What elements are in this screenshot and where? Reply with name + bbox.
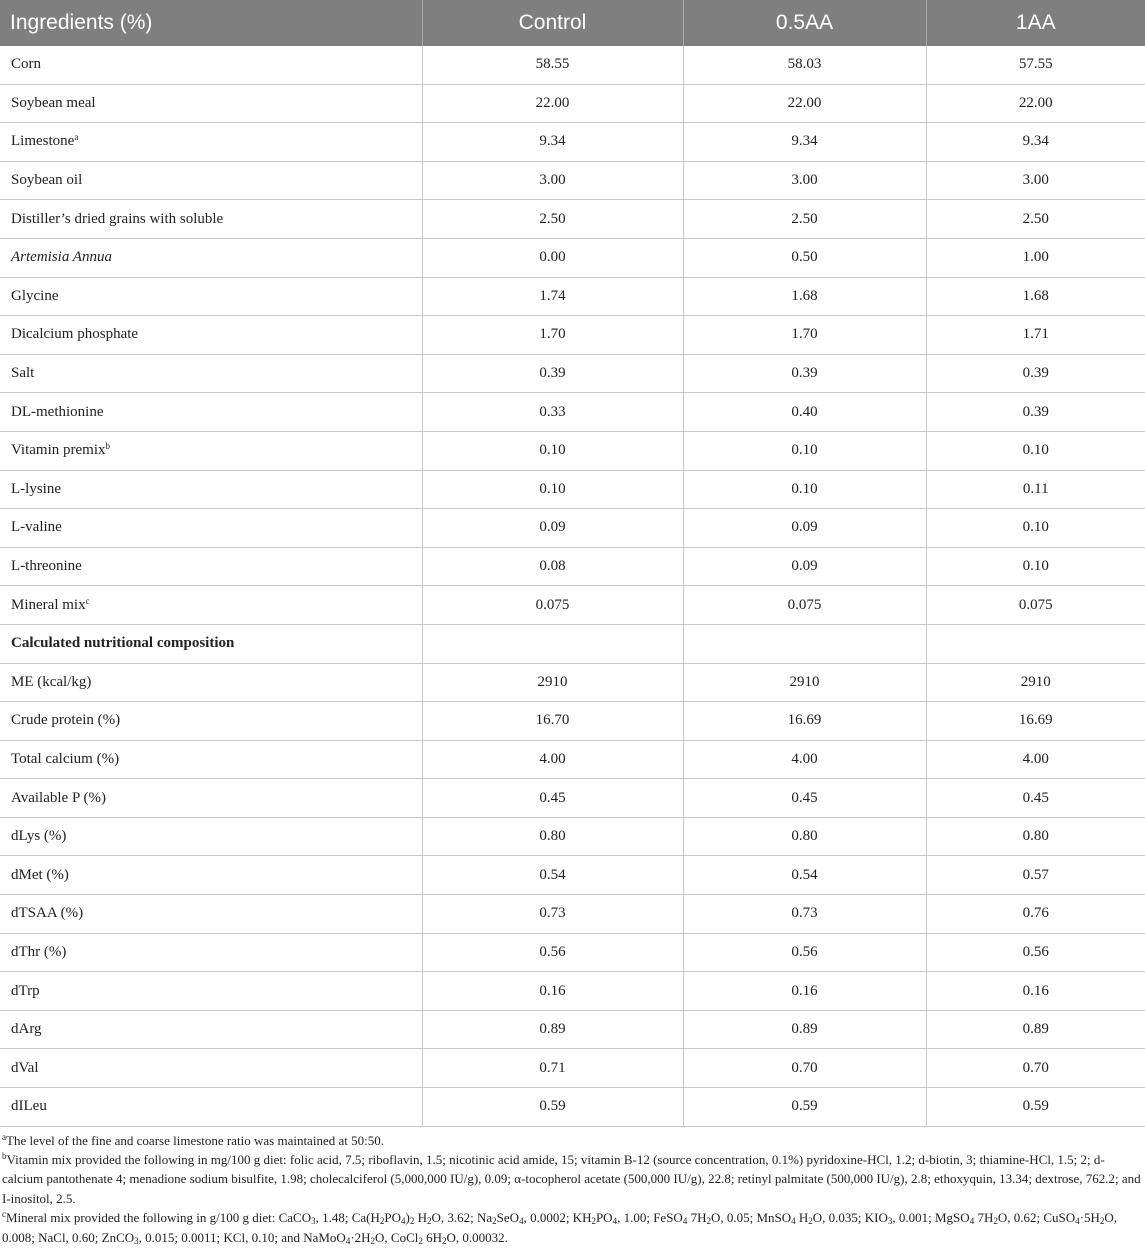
subscript: 2 bbox=[427, 1216, 432, 1227]
row-label-cell bbox=[0, 933, 422, 972]
subscript: 2 bbox=[591, 1216, 596, 1227]
value-cell-control: 0.73 bbox=[422, 895, 683, 934]
value-cell-control: 58.55 bbox=[422, 46, 683, 84]
row-label-cell bbox=[0, 1049, 422, 1088]
table-row bbox=[0, 470, 1145, 509]
footnote-text: , 0.001; MgSO bbox=[892, 1210, 970, 1226]
table-row bbox=[0, 238, 1145, 277]
value-cell-control: 9.34 bbox=[422, 123, 683, 162]
value-cell-0-5aa: 0.45 bbox=[683, 779, 926, 818]
value-cell-0-5aa: 4.00 bbox=[683, 740, 926, 779]
row-label-cell bbox=[0, 779, 422, 818]
value-cell-0-5aa: 2.50 bbox=[683, 200, 926, 239]
value-cell-control: 0.10 bbox=[422, 431, 683, 470]
value-cell-1aa: 1.00 bbox=[926, 238, 1145, 277]
row-label: L-lysine bbox=[11, 480, 61, 497]
value-cell-control: 1.74 bbox=[422, 277, 683, 316]
value-cell-0-5aa bbox=[683, 624, 926, 663]
footnote-text: O, 0.035; KIO bbox=[812, 1210, 888, 1226]
footnote-ref: c bbox=[85, 595, 90, 606]
row-label: L-valine bbox=[11, 519, 62, 536]
value-cell-control: 0.09 bbox=[422, 509, 683, 548]
table-row bbox=[0, 895, 1145, 934]
subscript: 2 bbox=[370, 1235, 376, 1246]
footnote-text: 7H bbox=[687, 1210, 707, 1226]
value-cell-1aa: 2.50 bbox=[926, 200, 1145, 239]
subscript: 2 bbox=[442, 1235, 447, 1246]
value-cell-control: 0.71 bbox=[422, 1049, 683, 1088]
value-cell-1aa: 3.00 bbox=[926, 161, 1145, 200]
row-label: Vitamin premix bbox=[11, 442, 106, 459]
row-label: Total calcium (%) bbox=[11, 750, 120, 767]
value-cell-0-5aa: 58.03 bbox=[683, 46, 926, 84]
footnote-text: O, 0.05; MnSO bbox=[710, 1210, 792, 1226]
value-cell-0-5aa: 0.50 bbox=[683, 238, 926, 277]
table-row bbox=[0, 123, 1145, 162]
row-label: dVal bbox=[11, 1059, 39, 1076]
value-cell-0-5aa: 3.00 bbox=[683, 161, 926, 200]
row-label: Soybean oil bbox=[11, 172, 83, 189]
table-row bbox=[0, 277, 1145, 316]
value-cell-1aa: 0.10 bbox=[926, 431, 1145, 470]
footnote-mark: a bbox=[2, 1131, 6, 1142]
subscript: 3 bbox=[887, 1216, 893, 1227]
value-cell-control: 0.00 bbox=[422, 238, 683, 277]
value-cell-0-5aa: 0.80 bbox=[683, 817, 926, 856]
row-label: Available P (%) bbox=[11, 789, 106, 806]
footnote-text: PO bbox=[595, 1210, 613, 1226]
value-cell-control: 0.33 bbox=[422, 393, 683, 432]
row-label: dThr (%) bbox=[11, 943, 67, 960]
value-cell-0-5aa: 0.09 bbox=[683, 547, 926, 586]
footnote-mark: b bbox=[2, 1151, 7, 1162]
subscript: 2 bbox=[706, 1216, 711, 1227]
value-cell-control: 16.70 bbox=[422, 702, 683, 741]
value-cell-0-5aa: 0.39 bbox=[683, 354, 926, 393]
value-cell-1aa: 0.10 bbox=[926, 509, 1145, 548]
table-row bbox=[0, 779, 1145, 818]
table-row bbox=[0, 547, 1145, 586]
value-cell-control: 0.39 bbox=[422, 354, 683, 393]
row-label: Calculated nutritional composition bbox=[11, 635, 235, 652]
value-cell-control: 0.16 bbox=[422, 972, 683, 1011]
footnote-text: 7H bbox=[974, 1210, 994, 1226]
value-cell-1aa bbox=[926, 624, 1145, 663]
value-cell-1aa: 0.57 bbox=[926, 856, 1145, 895]
table-row bbox=[0, 933, 1145, 972]
value-cell-0-5aa: 0.09 bbox=[683, 509, 926, 548]
value-cell-0-5aa: 9.34 bbox=[683, 123, 926, 162]
value-cell-1aa: 0.59 bbox=[926, 1088, 1145, 1127]
value-cell-1aa: 0.76 bbox=[926, 895, 1145, 934]
table-row bbox=[0, 431, 1145, 470]
value-cell-control: 0.59 bbox=[422, 1088, 683, 1127]
footnote-text: , 1.48; Ca(H bbox=[315, 1210, 380, 1226]
footnote-b bbox=[2, 1150, 1141, 1208]
footnote-text: PO bbox=[384, 1210, 402, 1226]
footnote-text: SeO bbox=[496, 1210, 520, 1226]
table-row bbox=[0, 1088, 1145, 1127]
row-label-cell bbox=[0, 547, 422, 586]
row-label-cell bbox=[0, 200, 422, 239]
footnote-text: ) bbox=[405, 1210, 410, 1226]
table-row bbox=[0, 1049, 1145, 1088]
value-cell-control: 2.50 bbox=[422, 200, 683, 239]
value-cell-1aa: 57.55 bbox=[926, 46, 1145, 84]
value-cell-0-5aa: 1.70 bbox=[683, 316, 926, 355]
footnote-text: Mineral mix provided the following in g/100 g diet: CaCO bbox=[6, 1210, 312, 1226]
row-label: L-threonine bbox=[11, 558, 82, 575]
row-label: Glycine bbox=[11, 287, 59, 304]
value-cell-0-5aa: 0.89 bbox=[683, 1010, 926, 1049]
value-cell-0-5aa: 0.40 bbox=[683, 393, 926, 432]
header-1aa: 1AA bbox=[926, 0, 1145, 46]
value-cell-0-5aa: 2910 bbox=[683, 663, 926, 702]
footnote-ref: b bbox=[105, 441, 110, 452]
value-cell-control: 0.80 bbox=[422, 817, 683, 856]
subscript: 2 bbox=[808, 1216, 813, 1227]
table-row bbox=[0, 316, 1145, 355]
row-label-cell bbox=[0, 161, 422, 200]
header-control: Control bbox=[422, 0, 683, 46]
value-cell-control: 22.00 bbox=[422, 84, 683, 123]
value-cell-0-5aa: 0.075 bbox=[683, 586, 926, 625]
row-label: dArg bbox=[11, 1021, 42, 1038]
row-label-cell bbox=[0, 393, 422, 432]
table-row bbox=[0, 354, 1145, 393]
footnote-text: O, 0.62; CuSO bbox=[997, 1210, 1076, 1226]
footnotes bbox=[0, 1127, 1145, 1247]
footnote-text: O, 3.62; Na bbox=[431, 1210, 493, 1226]
value-cell-0-5aa: 0.70 bbox=[683, 1049, 926, 1088]
footnote-c bbox=[2, 1208, 1141, 1247]
table-row bbox=[0, 200, 1145, 239]
table-row bbox=[0, 624, 1145, 663]
subscript: 3 bbox=[134, 1235, 139, 1246]
footnote-text: O, 0.00032. bbox=[446, 1229, 508, 1245]
value-cell-1aa: 0.80 bbox=[926, 817, 1145, 856]
value-cell-control: 0.45 bbox=[422, 779, 683, 818]
subscript: 2 bbox=[492, 1216, 497, 1227]
row-label-cell bbox=[0, 817, 422, 856]
value-cell-control: 0.89 bbox=[422, 1010, 683, 1049]
value-cell-0-5aa: 0.54 bbox=[683, 856, 926, 895]
value-cell-0-5aa: 0.59 bbox=[683, 1088, 926, 1127]
row-label-cell bbox=[0, 586, 422, 625]
footnote-text: H bbox=[414, 1210, 427, 1226]
row-label: dLys (%) bbox=[11, 828, 67, 845]
row-label-cell bbox=[0, 895, 422, 934]
value-cell-1aa: 16.69 bbox=[926, 702, 1145, 741]
row-label-cell bbox=[0, 316, 422, 355]
table-row bbox=[0, 586, 1145, 625]
row-label-cell bbox=[0, 702, 422, 741]
footnote-text: H bbox=[795, 1210, 809, 1226]
value-cell-0-5aa: 16.69 bbox=[683, 702, 926, 741]
row-label-cell bbox=[0, 1088, 422, 1127]
row-label: Soybean meal bbox=[11, 94, 96, 111]
footnote-text: ·2H bbox=[350, 1229, 371, 1245]
row-label-cell bbox=[0, 277, 422, 316]
row-label: Crude protein (%) bbox=[11, 712, 121, 729]
table-row bbox=[0, 1010, 1145, 1049]
footnote-a bbox=[2, 1131, 1141, 1150]
value-cell-0-5aa: 0.56 bbox=[683, 933, 926, 972]
row-label-cell bbox=[0, 856, 422, 895]
footnote-text: , 0.0002; KH bbox=[523, 1210, 592, 1226]
value-cell-0-5aa: 0.16 bbox=[683, 972, 926, 1011]
value-cell-1aa: 9.34 bbox=[926, 123, 1145, 162]
subscript: 2 bbox=[1099, 1216, 1105, 1227]
row-label-cell bbox=[0, 354, 422, 393]
value-cell-1aa: 1.68 bbox=[926, 277, 1145, 316]
row-label: ME (kcal/kg) bbox=[11, 673, 92, 690]
value-cell-0-5aa: 22.00 bbox=[683, 84, 926, 123]
value-cell-control: 0.54 bbox=[422, 856, 683, 895]
value-cell-control: 2910 bbox=[422, 663, 683, 702]
row-label-cell bbox=[0, 238, 422, 277]
subscript: 4 bbox=[969, 1216, 975, 1227]
row-label: dILeu bbox=[11, 1098, 47, 1115]
footnote-text: , 1.00; FeSO bbox=[617, 1210, 683, 1226]
table-header bbox=[0, 0, 1145, 46]
subscript: 4 bbox=[1075, 1216, 1080, 1227]
row-label-cell bbox=[0, 431, 422, 470]
table-row bbox=[0, 740, 1145, 779]
subscript: 3 bbox=[311, 1216, 316, 1227]
table-row bbox=[0, 702, 1145, 741]
table-row bbox=[0, 663, 1145, 702]
value-cell-control: 3.00 bbox=[422, 161, 683, 200]
table-row bbox=[0, 509, 1145, 548]
row-label: Mineral mix bbox=[11, 596, 86, 613]
table-row bbox=[0, 161, 1145, 200]
row-label-cell bbox=[0, 46, 422, 84]
table-body bbox=[0, 46, 1145, 1126]
value-cell-control: 0.10 bbox=[422, 470, 683, 509]
subscript: 4 bbox=[401, 1216, 406, 1227]
subscript: 4 bbox=[519, 1216, 524, 1227]
footnote-text: O, 0.008; NaCl, 0.60; ZnCO bbox=[2, 1210, 1117, 1245]
table-row bbox=[0, 817, 1145, 856]
value-cell-1aa: 0.39 bbox=[926, 354, 1145, 393]
subscript: 2 bbox=[409, 1216, 415, 1227]
value-cell-0-5aa: 0.10 bbox=[683, 470, 926, 509]
footnote-ref: a bbox=[74, 132, 79, 143]
value-cell-control: 4.00 bbox=[422, 740, 683, 779]
header-ingredients: Ingredients (%) bbox=[0, 0, 422, 46]
row-label-cell bbox=[0, 972, 422, 1011]
value-cell-1aa: 0.89 bbox=[926, 1010, 1145, 1049]
row-label: Salt bbox=[11, 365, 35, 382]
footnote-text: 6H bbox=[422, 1229, 443, 1245]
value-cell-1aa: 0.39 bbox=[926, 393, 1145, 432]
row-label-cell bbox=[0, 663, 422, 702]
value-cell-1aa: 0.56 bbox=[926, 933, 1145, 972]
row-label: dMet (%) bbox=[11, 866, 69, 883]
value-cell-0-5aa: 0.10 bbox=[683, 431, 926, 470]
value-cell-1aa: 0.10 bbox=[926, 547, 1145, 586]
subscript: 2 bbox=[379, 1216, 385, 1227]
table-row bbox=[0, 856, 1145, 895]
value-cell-0-5aa: 1.68 bbox=[683, 277, 926, 316]
row-label-cell bbox=[0, 740, 422, 779]
value-cell-1aa: 0.45 bbox=[926, 779, 1145, 818]
footnote-text: The level of the fine and coarse limestone ratio was maintained at 50:50. bbox=[6, 1132, 384, 1148]
row-label: dTrp bbox=[11, 982, 40, 999]
footnote-text: O, CoCl bbox=[375, 1229, 419, 1245]
row-label: DL-methionine bbox=[11, 403, 104, 420]
subscript: 4 bbox=[612, 1216, 618, 1227]
subscript: 2 bbox=[993, 1216, 998, 1227]
subscript: 4 bbox=[791, 1216, 796, 1227]
row-label-cell bbox=[0, 624, 422, 663]
table-row bbox=[0, 46, 1145, 84]
value-cell-control: 1.70 bbox=[422, 316, 683, 355]
row-label: Corn bbox=[11, 56, 41, 73]
table-row bbox=[0, 84, 1145, 123]
row-label: Distiller’s dried grains with soluble bbox=[11, 210, 224, 227]
row-label: Dicalcium phosphate bbox=[11, 326, 139, 343]
value-cell-1aa: 0.11 bbox=[926, 470, 1145, 509]
value-cell-1aa: 0.70 bbox=[926, 1049, 1145, 1088]
header-row bbox=[0, 0, 1145, 46]
value-cell-0-5aa: 0.73 bbox=[683, 895, 926, 934]
row-label-cell bbox=[0, 84, 422, 123]
value-cell-control: 0.075 bbox=[422, 586, 683, 625]
footnote-text: ·5H bbox=[1079, 1210, 1100, 1226]
header-0-5aa: 0.5AA bbox=[683, 0, 926, 46]
value-cell-1aa: 22.00 bbox=[926, 84, 1145, 123]
footnote-text: Vitamin mix provided the following in mg/100 g diet: folic acid, 7.5; riboflavin, 1.5; nicotinic acid amide, 15; vitamin B-12 (source concentration, 0.1%) pyridoxine-HCl, 1.2; d-biotin, 3; thiamine-HCl, 1.5; 2; d-calcium pantothenate 4; menadione sodium bisulfite, 1.98; cholecalciferol (5,000,000 IU/g), 0.09; α-tocopherol acetate (500,000 IU/g), 22.8; retinyl palmitate (500,000 IU/g), 2.8; ethoxyquin, 13.34; dextrose, 762.2; and I-inositol, 2.5. bbox=[2, 1152, 1141, 1206]
table-row bbox=[0, 393, 1145, 432]
row-label: Limestone bbox=[11, 133, 75, 150]
row-label: dTSAA (%) bbox=[11, 905, 84, 922]
value-cell-1aa: 0.075 bbox=[926, 586, 1145, 625]
value-cell-1aa: 4.00 bbox=[926, 740, 1145, 779]
footnote-mark: c bbox=[2, 1209, 6, 1220]
table-row bbox=[0, 972, 1145, 1011]
value-cell-1aa: 2910 bbox=[926, 663, 1145, 702]
row-label-cell bbox=[0, 470, 422, 509]
subscript: 2 bbox=[418, 1235, 423, 1246]
row-label-cell bbox=[0, 123, 422, 162]
value-cell-1aa: 1.71 bbox=[926, 316, 1145, 355]
row-label-cell bbox=[0, 1010, 422, 1049]
footnote-text: , 0.015; 0.0011; KCl, 0.10; and NaMoO bbox=[138, 1229, 346, 1245]
subscript: 4 bbox=[345, 1235, 351, 1246]
value-cell-control: 0.56 bbox=[422, 933, 683, 972]
row-label: Artemisia Annua bbox=[11, 249, 112, 266]
value-cell-1aa: 0.16 bbox=[926, 972, 1145, 1011]
row-label-cell bbox=[0, 509, 422, 548]
subscript: 4 bbox=[682, 1216, 688, 1227]
value-cell-control bbox=[422, 624, 683, 663]
value-cell-control: 0.08 bbox=[422, 547, 683, 586]
